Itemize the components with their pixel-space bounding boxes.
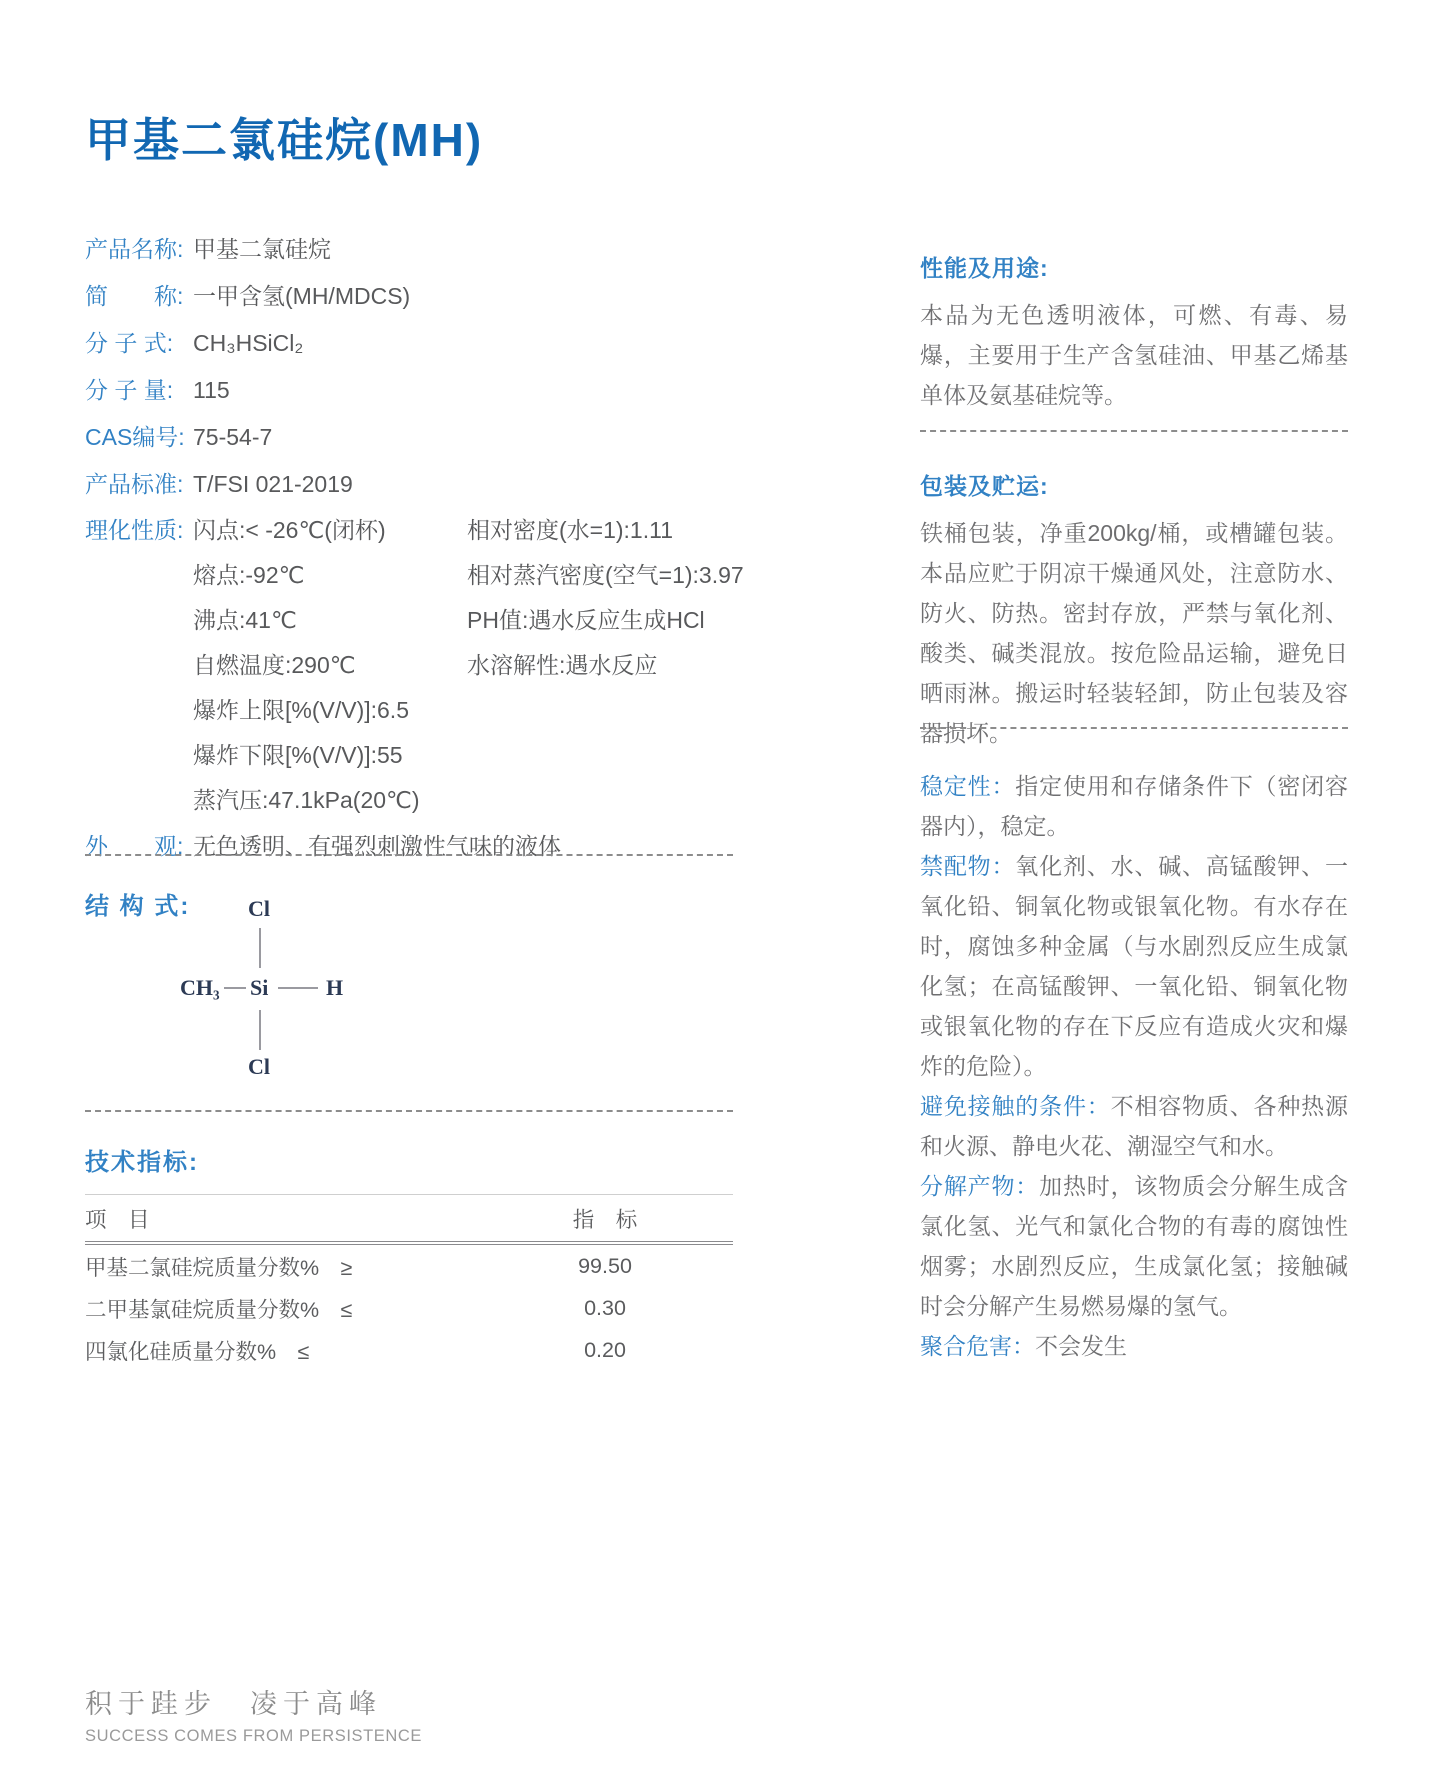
atom-ch3: CH₃ bbox=[180, 975, 220, 1000]
section-packaging-storage bbox=[920, 468, 1348, 753]
table-row bbox=[85, 1245, 733, 1287]
divider-dashed bbox=[85, 854, 733, 856]
property-value: 一甲含氢(MH/MDCS) bbox=[193, 283, 411, 309]
safety-item-stability bbox=[920, 766, 1348, 846]
safety-text: 氧化剂、水、碱、高锰酸钾、一氧化铅、铜氧化物或银氧化物。有水存在时，腐蚀多种金属（与水剧烈反应生成氯化氢；在高锰酸钾、一氧化铅、铜氧化物或银氧化物的存在下反应有造成火灾和爆炸的危险）。 bbox=[920, 853, 1349, 1079]
property-value-formula: CH₃HSiCl₂ bbox=[193, 330, 304, 356]
table-cell-spec: 99.50 bbox=[578, 1253, 632, 1278]
property-row bbox=[85, 320, 745, 367]
section-safety-info bbox=[920, 766, 1348, 1366]
physchem-rows bbox=[193, 508, 745, 823]
physchem-label: 理化性质: bbox=[85, 517, 184, 543]
physchem-right: PH值:遇水反应生成HCl bbox=[467, 607, 705, 633]
safety-label: 禁配物： bbox=[920, 853, 1016, 879]
safety-label: 分解产物： bbox=[920, 1173, 1040, 1199]
safety-text: 加热时，该物质会分解生成含氯化氢、光气和氯化合物的有毒的腐蚀性烟雾；水剧烈反应，生成氯化氢；接触碱时会分解产生易燃易爆的氢气。 bbox=[920, 1173, 1349, 1319]
property-value: 75-54-7 bbox=[193, 424, 273, 450]
safety-label: 避免接触的条件： bbox=[920, 1093, 1111, 1119]
safety-item-decomposition-products bbox=[920, 1166, 1348, 1326]
physchem-row bbox=[193, 688, 745, 733]
table-row bbox=[85, 1329, 733, 1371]
physchem-row bbox=[193, 643, 745, 688]
slogan-chinese: 积于跬步 凌于高峰 bbox=[85, 1689, 382, 1719]
packaging-heading: 包装及贮运: bbox=[920, 473, 1049, 499]
tech-indicators-heading: 技术指标: bbox=[85, 1149, 199, 1176]
divider-dashed bbox=[920, 430, 1348, 432]
safety-item-incompatibles bbox=[920, 846, 1348, 1086]
safety-label: 聚合危害： bbox=[920, 1333, 1035, 1359]
performance-heading: 性能及用途: bbox=[920, 255, 1049, 281]
physchem-left: 自燃温度:290℃ bbox=[193, 652, 356, 678]
physchem-right: 相对蒸汽密度(空气=1):3.97 bbox=[467, 562, 744, 588]
table-cell-spec: 0.30 bbox=[584, 1295, 626, 1320]
property-label: CAS编号: bbox=[85, 424, 185, 450]
product-properties bbox=[85, 226, 745, 870]
property-value: 115 bbox=[193, 377, 230, 403]
bond-line-vertical-bottom bbox=[259, 1010, 261, 1050]
safety-item-polymerization-hazard bbox=[920, 1326, 1348, 1366]
slogan-english: SUCCESS COMES FROM PERSISTENCE bbox=[85, 1727, 423, 1745]
table-cell-spec: 0.20 bbox=[584, 1337, 626, 1362]
table-cell-item: 二甲基氯硅烷质量分数% ≤ bbox=[85, 1297, 353, 1322]
structural-formula-diagram bbox=[180, 896, 380, 1081]
safety-label: 稳定性： bbox=[920, 773, 1016, 799]
property-value: T/FSI 021-2019 bbox=[193, 471, 353, 497]
appearance-row bbox=[85, 823, 745, 870]
property-row bbox=[85, 461, 745, 508]
divider-dashed bbox=[85, 1110, 733, 1112]
table-cell-item: 甲基二氯硅烷质量分数% ≥ bbox=[85, 1255, 353, 1280]
property-row bbox=[85, 414, 745, 461]
atom-si: Si bbox=[250, 975, 269, 1000]
physchem-right: 相对密度(水=1):1.11 bbox=[467, 517, 673, 543]
table-cell-item: 四氯化硅质量分数% ≤ bbox=[85, 1339, 310, 1364]
performance-body: 本品为无色透明液体，可燃、有毒、易爆，主要用于生产含氢硅油、甲基乙烯基单体及氨基硅烷等。 bbox=[920, 302, 1348, 408]
column-header-item: 项 目 bbox=[85, 1207, 150, 1232]
safety-item-conditions-to-avoid bbox=[920, 1086, 1348, 1166]
property-label: 分 子 式: bbox=[85, 330, 174, 356]
bond-line-vertical-top bbox=[259, 928, 261, 968]
tech-indicators-table bbox=[85, 1194, 733, 1371]
physchem-row bbox=[193, 598, 745, 643]
physchem-left: 蒸汽压:47.1kPa(20℃) bbox=[193, 787, 420, 813]
footer-slogan bbox=[85, 1682, 422, 1746]
column-header-spec: 指 标 bbox=[572, 1207, 638, 1232]
physchem-left: 熔点:-92℃ bbox=[193, 562, 305, 588]
property-label: 产品名称: bbox=[85, 236, 184, 262]
physchem-left: 沸点:41℃ bbox=[193, 607, 297, 633]
bond-line-horizontal-left bbox=[224, 987, 246, 989]
physchem-row bbox=[193, 778, 745, 823]
safety-text: 不会发生 bbox=[1035, 1333, 1127, 1359]
physchem-row bbox=[193, 508, 745, 553]
packaging-body: 铁桶包装，净重200kg/桶，或槽罐包装。本品应贮于阴凉干燥通风处，注意防水、防火、防热。密封存放，严禁与氧化剂、酸类、碱类混放。按危险品运输，避免日晒雨淋。搬运时轻装轻卸，防止包装及容器损坏。 bbox=[920, 520, 1348, 746]
physchem-row bbox=[193, 553, 745, 598]
physchem-left: 闪点:< -26℃(闭杯) bbox=[193, 517, 386, 543]
physchem-row bbox=[193, 733, 745, 778]
page-title: 甲基二氯硅烷(MH) bbox=[85, 114, 484, 166]
divider-dashed bbox=[920, 727, 1348, 729]
table-header-row bbox=[85, 1195, 733, 1241]
safety-text: 不相容物质、各种热源和火源、静电火花、潮湿空气和水。 bbox=[920, 1093, 1349, 1159]
property-value: 甲基二氯硅烷 bbox=[193, 236, 331, 262]
appearance-label: 外 观: bbox=[85, 833, 184, 859]
atom-cl-bottom: Cl bbox=[248, 1054, 270, 1079]
physchem-left: 爆炸上限[%(V/V)]:6.5 bbox=[193, 697, 409, 723]
property-label: 产品标准: bbox=[85, 471, 184, 497]
atom-cl-top: Cl bbox=[248, 896, 270, 921]
structure-heading: 结 构 式: bbox=[85, 893, 191, 920]
table-row bbox=[85, 1287, 733, 1329]
property-row bbox=[85, 226, 745, 273]
appearance-value: 无色透明、有强烈刺激性气味的液体 bbox=[193, 833, 561, 859]
physchem-left: 爆炸下限[%(V/V)]:55 bbox=[193, 742, 403, 768]
safety-text: 指定使用和存储条件下（密闭容器内），稳定。 bbox=[920, 773, 1349, 839]
property-label: 简 称: bbox=[85, 283, 184, 309]
property-row bbox=[85, 367, 745, 414]
bond-line-horizontal-right bbox=[278, 987, 318, 989]
property-label: 分 子 量: bbox=[85, 377, 174, 403]
physchem-right: 水溶解性:遇水反应 bbox=[467, 652, 658, 678]
section-performance-usage bbox=[920, 250, 1348, 415]
property-row bbox=[85, 273, 745, 320]
atom-h: H bbox=[326, 975, 344, 1000]
physchem-block bbox=[85, 508, 745, 823]
